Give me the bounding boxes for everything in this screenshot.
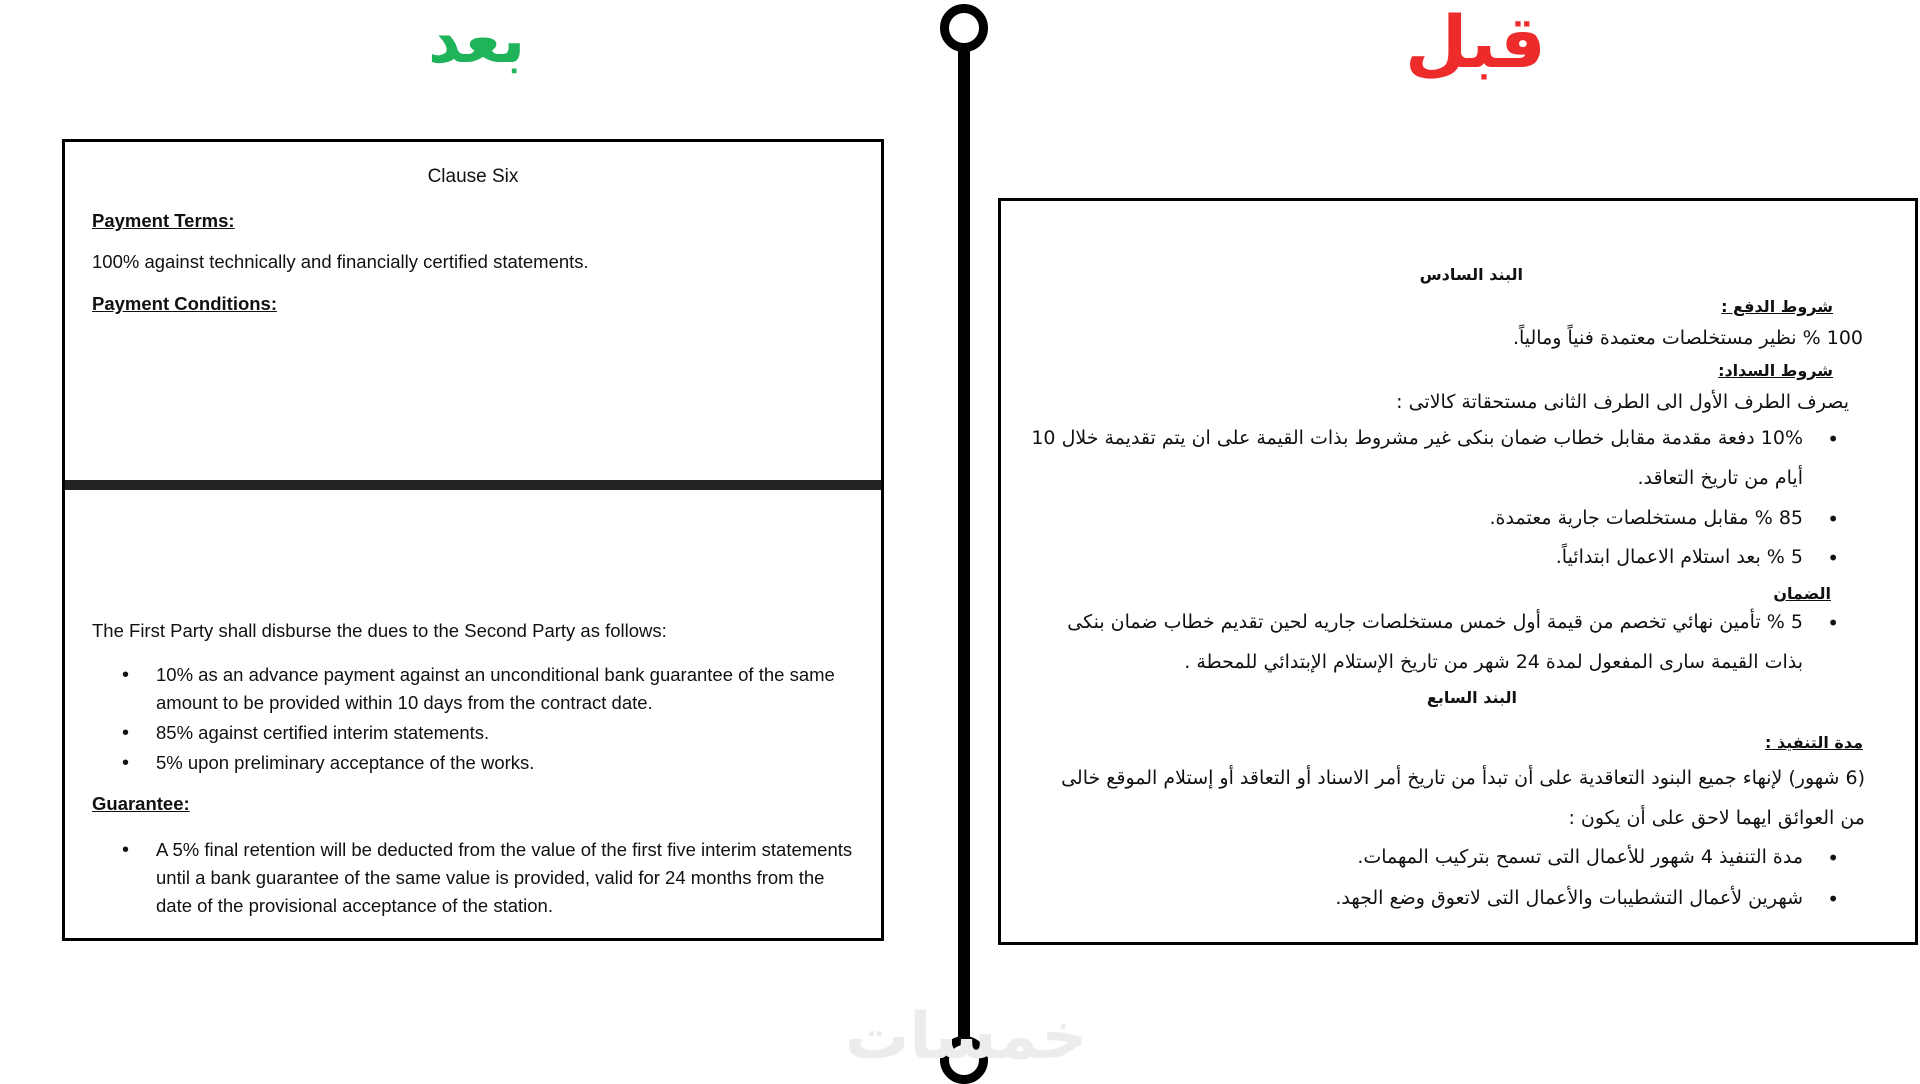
timeline-line: [958, 28, 970, 1053]
bullet-icon: •: [1827, 427, 1839, 451]
arabic-payment-conditions-label: شروط السداد:: [1718, 361, 1833, 380]
bullet-icon: •: [1827, 507, 1839, 531]
before-heading: قبل: [1405, 0, 1546, 84]
arabic-guarantee-line: بذات القيمة سارى المفعول لمدة 24 شهر من تاريخ الإستلام الإبتدائي للمحطة .: [1184, 651, 1803, 673]
bullet-icon: •: [1827, 546, 1839, 570]
english-payment-conditions-label: Payment Conditions:: [92, 293, 278, 314]
english-clause-title: Clause Six: [427, 166, 519, 187]
bullet-icon: •: [1827, 887, 1839, 911]
list-item: • 5% upon preliminary acceptance of the works.: [92, 749, 862, 777]
arabic-payment-terms-label: شروط الدفع :: [1721, 297, 1833, 316]
arabic-execution-text: من العوائق ايهما لاحق على أن يكون :: [1568, 807, 1865, 829]
bullet-icon: •: [1827, 611, 1839, 635]
timeline-top-circle-icon: [940, 4, 988, 52]
english-conditions-list: [92, 661, 862, 779]
list-item: • 85% against certified interim statements.: [92, 719, 862, 747]
arabic-execution-item: شهرين لأعمال التشطيبات والأعمال التى لاتعوق وضع الجهد.: [1335, 887, 1803, 909]
english-payment-terms-label: Payment Terms:: [92, 210, 235, 231]
bullet-icon: •: [1827, 846, 1839, 870]
list-item: • 10% as an advance payment against an unconditional bank guarantee of the same amount to be provided within 10 days from the contract date.: [92, 661, 862, 717]
arabic-guarantee-label: الضمان: [1773, 584, 1831, 603]
page-break-divider: [65, 480, 881, 490]
arabic-condition-line: أيام من تاريخ التعاقد.: [1637, 467, 1803, 489]
english-guarantee-list: [92, 836, 862, 922]
arabic-clause-title: البند السادس: [1419, 265, 1523, 284]
arabic-payment-terms-text: 100 % نظير مستخلصات معتمدة فنياً ومالياً.: [1512, 327, 1863, 349]
arabic-condition-line: 85 % مقابل مستخلصات جارية معتمدة.: [1489, 507, 1803, 529]
arabic-execution-label: مدة التنفيذ :: [1765, 733, 1863, 752]
arabic-execution-text: (6 شهور) لإنهاء جميع البنود التعاقدية على أن تبدأ من تاريخ أمر الاسناد أو التعاقد أو إستلام الموقع خالى: [1061, 767, 1865, 789]
english-conditions-intro: The First Party shall disburse the dues to the Second Party as follows:: [92, 620, 667, 641]
arabic-execution-item: مدة التنفيذ 4 شهور للأعمال التى تسمح بتركيب المهمات.: [1357, 846, 1803, 868]
after-heading: بعد: [428, 4, 526, 78]
arabic-guarantee-line: 5 % تأمين نهائي تخصم من قيمة أول خمس مستخلصات جاريه لحين تقديم خطاب ضمان بنكى: [1067, 611, 1803, 633]
arabic-clause-seven-title: البند السابع: [1426, 688, 1517, 707]
english-payment-terms-text: 100% against technically and financially certified statements.: [92, 251, 589, 272]
arabic-conditions-intro: يصرف الطرف الأول الى الطرف الثانى مستحقاتة كالاتى :: [1396, 391, 1849, 413]
english-guarantee-label: Guarantee:: [92, 793, 190, 814]
watermark-logo: خمسات: [845, 1000, 1088, 1074]
arabic-condition-line: 5 % بعد استلام الاعمال ابتدائياً.: [1555, 546, 1803, 568]
list-item: • A 5% final retention will be deducted from the value of the first five interim statements until a bank guarantee of the same value is provided, valid for 24 months from the date of the provisional acceptance of the station.: [92, 836, 862, 920]
english-document: [62, 139, 884, 941]
arabic-condition-line: 10% دفعة مقدمة مقابل خطاب ضمان بنكى غير مشروط بذات القيمة على ان يتم تقديمة خلال 10: [1031, 427, 1803, 449]
arabic-document: [998, 198, 1918, 945]
